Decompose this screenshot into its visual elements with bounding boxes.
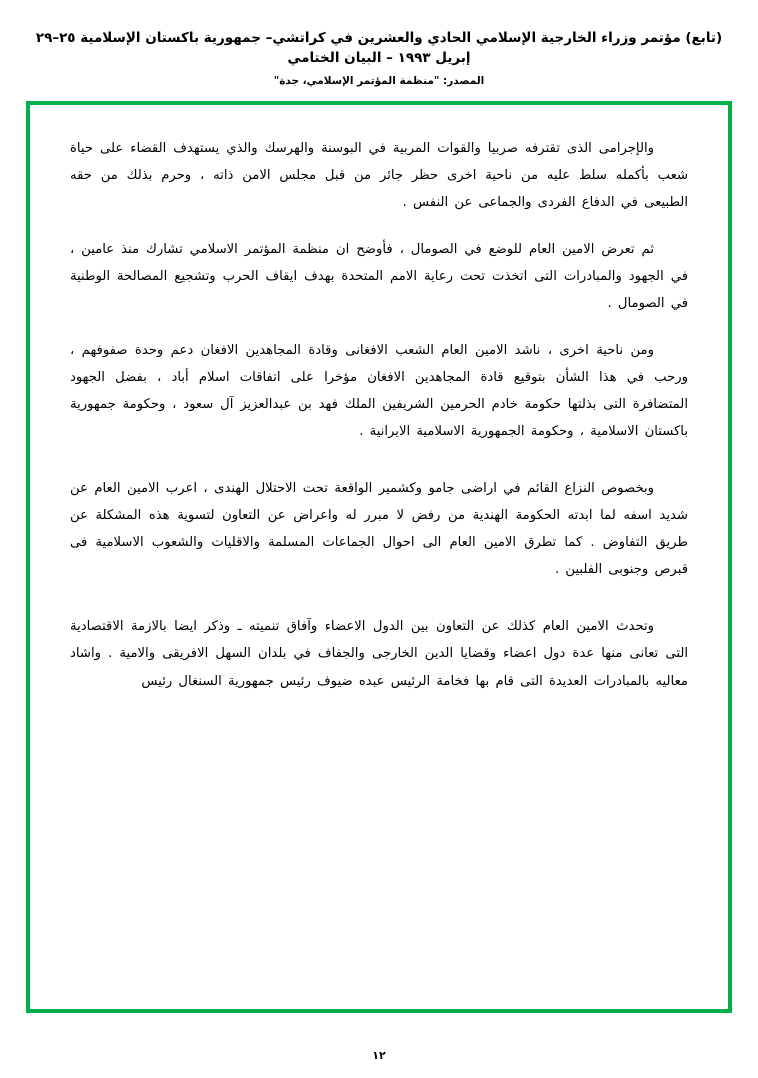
page-number: ١٢ <box>372 1049 386 1062</box>
paragraph: والإجرامى الذى تقترفه صربيا والقوات المربية في البوسنة والهرسك والذي يستهدف القضاء على حياة شعب بأكمله سلط عليه من ناحية اخرى حظر جائر من قبل مجلس الامن ذاته ، وحرم بذلك من حقه الطبيعى في الدفاع الفردى والجماعى عن النفس . <box>70 140 688 210</box>
header-source: المصدر: "منظمة المؤتمر الإسلامي، جدة" <box>273 74 485 87</box>
paragraph: ومن ناحية اخرى ، ناشد الامين العام الشعب الافغانى وقادة المجاهدين الافغان دعم وحدة صفوفهم ، ورحب في هذا الشأن بتوقيع قادة المجاهدين الافغان مؤخرا على اتفاقات اسلام أباد ، بفضل الجهود المتضافرة التى بذلتها حكومة خادم الحرمين الشريفين الملك فهد بن عبدالعزيز آل سعود ، وحكومة جمهورية باكستان الاسلامية ، وحكومة الجمهورية الاسلامية الايرانية . <box>70 342 688 440</box>
header-title: (تابع) مؤتمر وزراء الخارجية الإسلامي الحادي والعشرين في كراتشي– جمهورية باكستان الإسلامية ٢٥–٢٩ إبريل ١٩٩٣ – البيان الختامي <box>35 30 723 67</box>
paragraph: وتحدث الامين العام كذلك عن التعاون بين الدول الاعضاء وآفاق تنميته ـ وذكر ايضا بالازمة الاقتصادية التى تعانى منها عدة دول اعضاء وقضايا الدين الخارجى والجفاف في بلدان السهل الافريقى والامية . واشاد معاليه بالمبادرات العديدة التى قام بها فخامة الرئيس عبده ضيوف رئيس جمهورية السنغال رئيس <box>70 619 688 689</box>
document-body <box>70 135 688 695</box>
paragraph: ثم تعرض الامين العام للوضع في الصومال ، فأوضح ان منظمة المؤتمر الاسلامي تشارك منذ عامين ، في الجهود والمبادرات التى اتخذت تحت رعاية الامم المتحدة بهدف ايقاف الحرب وتشجيع المصالحة الوطنية في الصومال . <box>70 241 688 311</box>
content-frame <box>26 101 732 1013</box>
paragraph: وبخصوص النزاع القائم في اراضى جامو وكشمير الواقعة تحت الاحتلال الهندى ، اعرب الامين العام عن شديد اسفه لما ابدته الحكومة الهندية من رفض لا مبرر له واعراض عن التعاون لتسوية هذه المشكلة عن طريق التفاوض . كما تطرق الامين العام الى احوال الجماعات المسلمة والاقليات والشعوب الاسلامية فى قبرص وجنوبى الفلبين . <box>70 481 688 578</box>
page-header <box>0 0 758 87</box>
